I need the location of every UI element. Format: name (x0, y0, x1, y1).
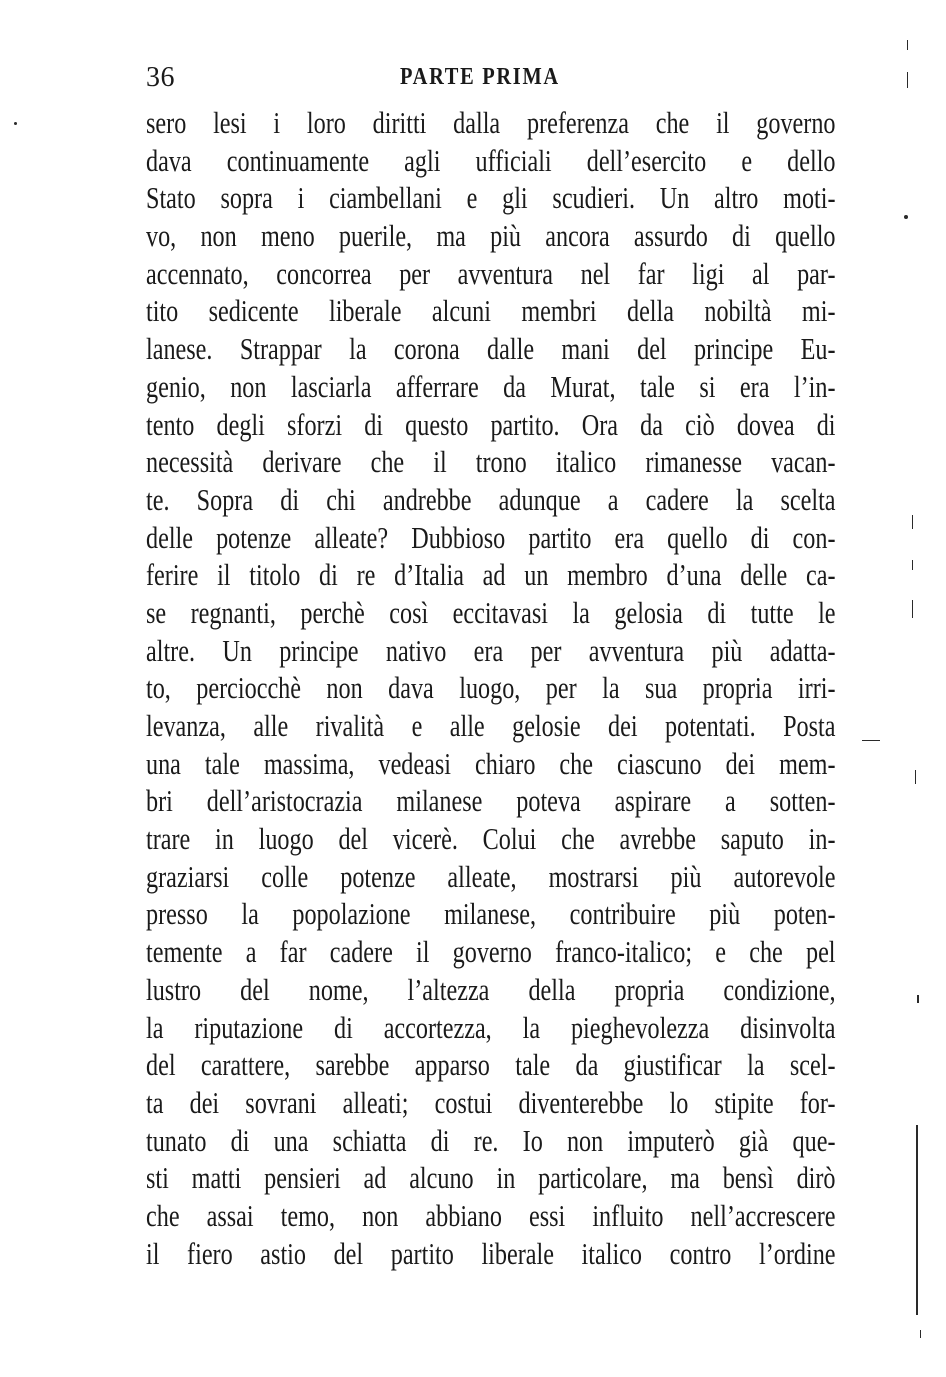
text-line: tito sedicente liberale alcuni membri della nobiltà mi- (146, 293, 836, 329)
scan-mark (907, 40, 908, 50)
text-line: una tale massima, vedeasi chiaro che ciascuno dei mem- (146, 745, 836, 781)
text-line: dava continuamente agli ufficiali dell’esercito e dello (146, 142, 836, 178)
text-line: temente a far cadere il governo franco-italico; e che pel (146, 934, 836, 970)
text-line: to, perciocchè non dava luogo, per la sua propria irri- (146, 670, 836, 706)
scan-mark (912, 560, 913, 570)
page-number: 36 (146, 62, 175, 93)
scan-mark (916, 1125, 918, 1315)
text-line: ta dei sovrani alleati; costui diventerebbe lo stipite for- (146, 1084, 836, 1120)
scan-mark (907, 72, 908, 88)
text-line: trare in luogo del vicerè. Colui che avrebbe saputo in- (146, 821, 836, 857)
text-line: sero lesi i loro diritti dalla preferenza che il governo (146, 105, 836, 140)
scan-mark (912, 600, 913, 618)
text-line: il fiero astio del partito liberale italico contro l’ordine (146, 1235, 836, 1271)
text-line: Stato sopra i ciambellani e gli scudieri. Un altro moti- (146, 180, 836, 216)
text-line: ferire il titolo di re d’Italia ad un membro d’una delle ca- (146, 557, 836, 593)
text-line: delle potenze alleate? Dubbioso partito era quello di con- (146, 519, 836, 555)
body-text (146, 104, 836, 1272)
text-line: accennato, concorrea per avventura nel far ligi al par- (146, 255, 836, 291)
scan-mark (915, 770, 916, 784)
text-line: del carattere, sarebbe apparso tale da giustificar la scel- (146, 1047, 836, 1083)
scan-mark (912, 515, 913, 529)
text-line: necessità derivare che il trono italico rimanesse vacan- (146, 444, 836, 480)
text-line: bri dell’aristocrazia milanese poteva aspirare a sotten- (146, 783, 836, 819)
text-line: altre. Un principe nativo era per avventura più adatta- (146, 632, 836, 668)
text-line: tunato di una schiatta di re. Io non imputerò già que- (146, 1122, 836, 1158)
scan-mark (920, 1330, 921, 1338)
text-line: lustro del nome, l’altezza della propria condizione, (146, 971, 836, 1007)
scan-mark (917, 995, 919, 1003)
text-line: lanese. Strappar la corona dalle mani del principe Eu- (146, 331, 836, 367)
text-line: che assai temo, non abbiano essi influito nell’accrescere (146, 1197, 836, 1233)
scan-mark (862, 740, 880, 741)
text-line: vo, non meno puerile, ma più ancora assurdo di quello (146, 218, 836, 254)
text-line: sti matti pensieri ad alcuno in particolare, ma bensì dirò (146, 1160, 836, 1196)
text-line: graziarsi colle potenze alleate, mostrarsi più autorevole (146, 858, 836, 894)
text-line: tento degli sforzi di questo partito. Ora da ciò dovea di (146, 406, 836, 442)
text-line: genio, non lasciarla afferrare da Murat, tale si era l’in- (146, 368, 836, 404)
text-line: levanza, alle rivalità e alle gelosie dei potentati. Posta (146, 708, 836, 743)
scan-mark (14, 122, 17, 125)
text-line: presso la popolazione milanese, contribuire più poten- (146, 896, 836, 932)
text-line: se regnanti, perchè così eccitavasi la gelosia di tutte le (146, 594, 836, 630)
text-line: te. Sopra di chi andrebbe adunque a cadere la scelta (146, 481, 836, 517)
page-header (146, 62, 836, 102)
scan-mark (904, 215, 908, 219)
running-head: PARTE PRIMA (400, 64, 560, 90)
text-line: la riputazione di accortezza, la pieghevolezza disinvolta (146, 1009, 836, 1045)
